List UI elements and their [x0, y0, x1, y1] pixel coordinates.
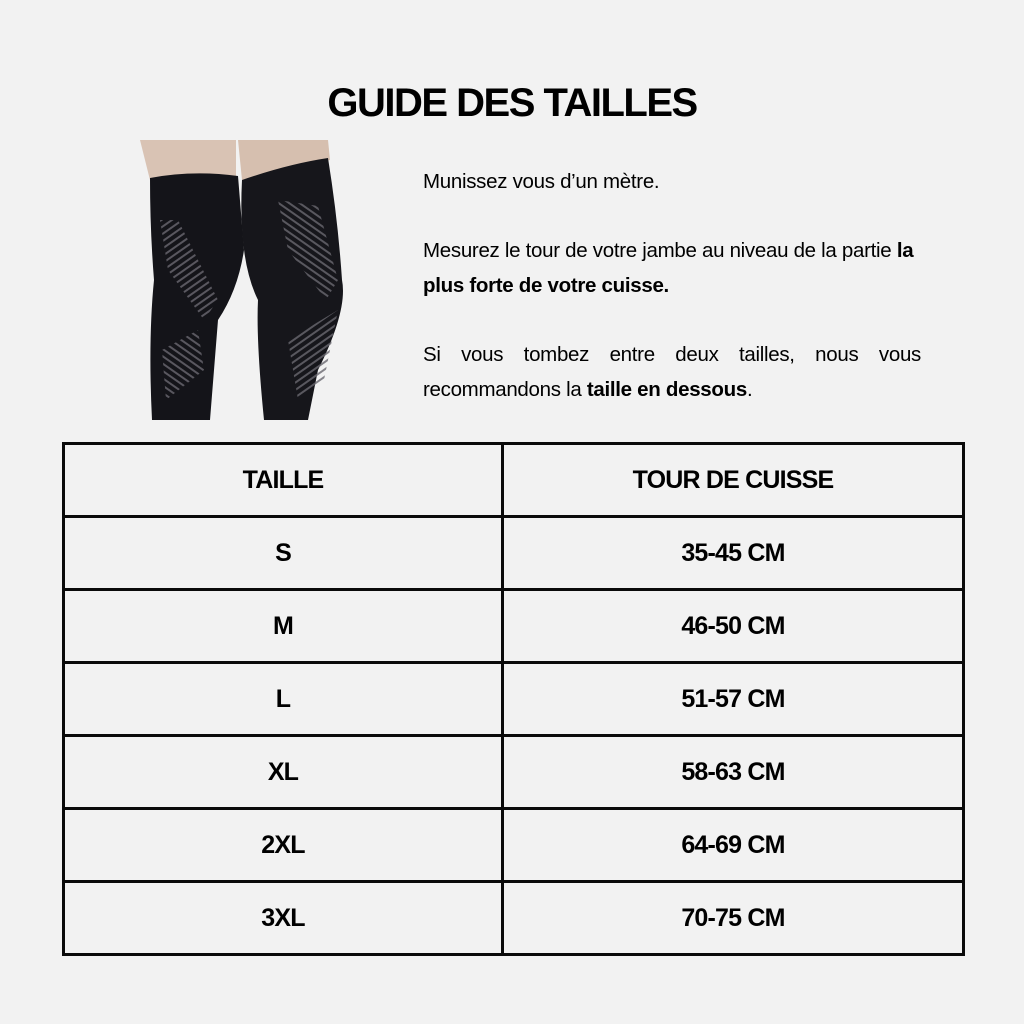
table-row: [64, 736, 964, 809]
size-cell: 3XL: [64, 882, 503, 955]
thigh-cell: 46-50 CM: [503, 590, 964, 663]
thigh-cell: 70-75 CM: [503, 882, 964, 955]
table-row: [64, 809, 964, 882]
thigh-cell: 58-63 CM: [503, 736, 964, 809]
table-row: [64, 517, 964, 590]
instruction-text: Mesurez le tour de votre jambe au niveau de la partie: [423, 239, 897, 262]
thigh-cell: 51-57 CM: [503, 663, 964, 736]
table-row: [64, 882, 964, 955]
table-row: [64, 663, 964, 736]
size-cell: XL: [64, 736, 503, 809]
measurement-instructions: [423, 164, 921, 441]
instruction-measure-thigh: [423, 233, 921, 303]
header-size: TAILLE: [64, 444, 503, 517]
thigh-cell: 35-45 CM: [503, 517, 964, 590]
instruction-between-sizes: [423, 337, 921, 407]
product-image-leg-sleeves: [138, 140, 364, 420]
table-header-row: [64, 444, 964, 517]
size-cell: 2XL: [64, 809, 503, 882]
table-row: [64, 590, 964, 663]
size-cell: S: [64, 517, 503, 590]
header-thigh-circumference: TOUR DE CUISSE: [503, 444, 964, 517]
instruction-text: .: [746, 378, 753, 401]
instruction-emphasis: la plus forte de votre cuisse.: [423, 239, 914, 297]
instruction-text: Si vous tombez entre deux tailles, nous vous recommandons la: [423, 343, 921, 401]
instruction-text: Munissez vous d’un mètre.: [423, 170, 660, 193]
size-cell: L: [64, 663, 503, 736]
thigh-cell: 64-69 CM: [503, 809, 964, 882]
size-cell: M: [64, 590, 503, 663]
instruction-tape-measure: [423, 164, 921, 199]
page-title: GUIDE DES TAILLES: [327, 80, 697, 125]
instruction-emphasis: taille en dessous: [586, 378, 747, 401]
size-chart-table: [62, 442, 965, 956]
